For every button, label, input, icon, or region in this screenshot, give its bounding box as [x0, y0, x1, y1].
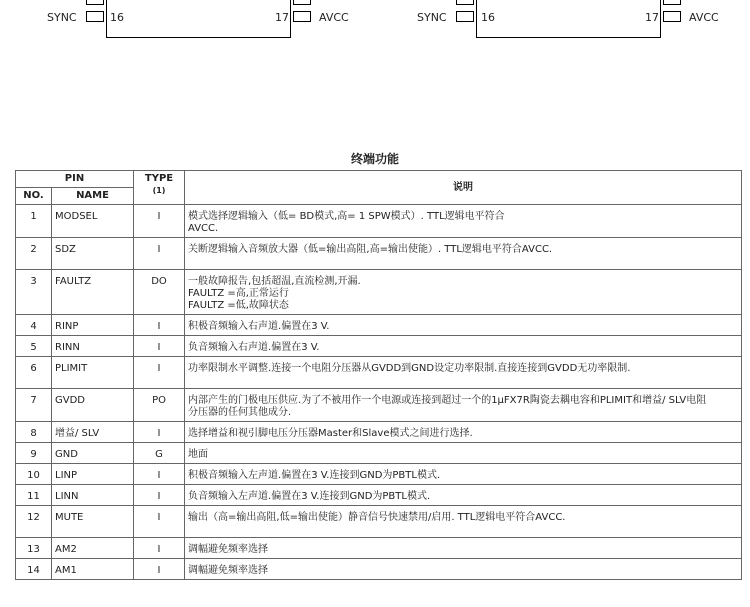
pin-stub	[293, 0, 311, 5]
description-line: 地面	[188, 449, 209, 460]
pin-label: SYNC	[47, 11, 77, 24]
pin-number-cell: 4	[16, 315, 52, 336]
pin-name-cell: FAULTZ	[52, 270, 134, 315]
pin-name-cell: AM1	[52, 559, 134, 580]
pin-name-cell: GND	[52, 443, 134, 464]
pin-type-cell: I	[134, 238, 185, 270]
pin-type-cell: G	[134, 443, 185, 464]
table-row	[16, 506, 742, 538]
pin-name-cell: MUTE	[52, 506, 134, 538]
pin-name-cell: AM2	[52, 538, 134, 559]
description-line: 功率限制水平调整.连接一个电阻分压器从GVDD到GND设定功率限制.直接连接到GVDD无功率限制.	[188, 363, 631, 374]
pin-description-cell	[185, 315, 742, 336]
pin-stub	[86, 0, 104, 5]
pin-number: 17	[275, 11, 289, 24]
description-line: FAULTZ =低,故障状态	[188, 300, 289, 311]
table-row	[16, 357, 742, 389]
pin-type-cell: I	[134, 485, 185, 506]
table-title: 终端功能	[350, 152, 399, 166]
pin-number-cell: 14	[16, 559, 52, 580]
pin-type-cell: I	[134, 422, 185, 443]
description-line: 输出（高=输出高阻,低=输出使能）静音信号快速禁用/启用. TTL逻辑电平符合AVCC.	[188, 512, 566, 523]
pin-number-cell: 3	[16, 270, 52, 315]
pin-description-cell	[185, 443, 742, 464]
pin-number-cell: 9	[16, 443, 52, 464]
ic-package-right	[476, 0, 661, 38]
pin-number-cell: 10	[16, 464, 52, 485]
header-type-note: (1)	[152, 186, 166, 196]
pin-label: SYNC	[417, 11, 447, 24]
terminal-functions-table	[15, 170, 742, 580]
header-name: NAME	[52, 188, 134, 205]
table-row	[16, 205, 742, 238]
table-row	[16, 238, 742, 270]
pin-box	[456, 11, 474, 22]
pin-number-cell: 8	[16, 422, 52, 443]
description-line: 选择增益和视引脚电压分压器Master和Slave模式之间进行选择.	[188, 428, 473, 439]
description-line: FAULTZ =高,正常运行	[188, 288, 289, 299]
header-pin: PIN	[16, 171, 134, 188]
pin-type-cell: PO	[134, 389, 185, 422]
pin-type-cell: I	[134, 205, 185, 238]
description-line: 积极音频输入左声道.偏置在3 V.连接到GND为PBTL模式.	[188, 470, 441, 481]
pin-name-cell: RINP	[52, 315, 134, 336]
pin-name-cell: 增益/ SLV	[52, 422, 134, 443]
table-row	[16, 485, 742, 506]
pin-description-cell	[185, 485, 742, 506]
pin-number-cell: 5	[16, 336, 52, 357]
table-row	[16, 464, 742, 485]
table-row	[16, 315, 742, 336]
pin-number-cell: 7	[16, 389, 52, 422]
pin-type-cell: I	[134, 538, 185, 559]
description-line: 内部产生的门极电压供应.为了不被用作一个电源或连接到超过一个的1μFX7R陶瓷去耦电容和PLIMIT和增益/ SLV电阻	[188, 395, 707, 406]
pin-description-cell	[185, 538, 742, 559]
pin-box	[663, 11, 681, 22]
pin-number-cell: 2	[16, 238, 52, 270]
pin-name-cell: MODSEL	[52, 205, 134, 238]
description-line: 积极音频输入右声道.偏置在3 V.	[188, 321, 330, 332]
description-line: 模式选择逻辑输入（低= BD模式,高= 1 SPW模式）. TTL逻辑电平符合	[188, 211, 505, 222]
header-no: NO.	[16, 188, 52, 205]
table-row	[16, 559, 742, 580]
pin-name-cell: RINN	[52, 336, 134, 357]
pin-name-cell: LINN	[52, 485, 134, 506]
description-line: 负音频输入右声道.偏置在3 V.	[188, 342, 320, 353]
description-line: 分压器的任何其他成分.	[188, 407, 292, 418]
pin-type-cell: DO	[134, 270, 185, 315]
pin-description-cell	[185, 422, 742, 443]
header-type	[134, 171, 185, 205]
pin-number-cell: 6	[16, 357, 52, 389]
pin-type-cell: I	[134, 506, 185, 538]
header-type-label: TYPE	[144, 173, 174, 185]
table-row	[16, 389, 742, 422]
pin-name-cell: LINP	[52, 464, 134, 485]
pin-box	[86, 11, 104, 22]
pin-type-cell: I	[134, 315, 185, 336]
pin-number: 16	[110, 11, 124, 24]
pin-number: 17	[645, 11, 659, 24]
pin-description-cell	[185, 270, 742, 315]
pin-label: AVCC	[689, 11, 719, 24]
pin-label: AVCC	[319, 11, 349, 24]
pin-type-cell: I	[134, 559, 185, 580]
pin-type-cell: I	[134, 357, 185, 389]
pin-type-cell: I	[134, 464, 185, 485]
description-line: AVCC.	[188, 223, 219, 234]
pin-name-cell: PLIMIT	[52, 357, 134, 389]
pin-number-cell: 13	[16, 538, 52, 559]
table-row	[16, 538, 742, 559]
pin-box	[293, 11, 311, 22]
table-row	[16, 422, 742, 443]
pin-name-cell: GVDD	[52, 389, 134, 422]
description-line: 调幅避免频率选择	[188, 544, 269, 555]
pin-name-cell: SDZ	[52, 238, 134, 270]
table-row	[16, 336, 742, 357]
pin-stub	[663, 0, 681, 5]
table-row	[16, 443, 742, 464]
pin-number: 16	[481, 11, 495, 24]
pin-description-cell	[185, 464, 742, 485]
ic-package-left	[106, 0, 291, 38]
description-line: 关断逻辑输入音频放大器（低=输出高阻,高=输出使能）. TTL逻辑电平符合AVCC.	[188, 244, 553, 255]
table-row	[16, 270, 742, 315]
pin-description-cell	[185, 389, 742, 422]
pin-description-cell	[185, 559, 742, 580]
pin-number-cell: 1	[16, 205, 52, 238]
description-line: 调幅避免频率选择	[188, 565, 269, 576]
pin-number-cell: 11	[16, 485, 52, 506]
pin-number-cell: 12	[16, 506, 52, 538]
pin-description-cell	[185, 205, 742, 238]
pin-stub	[456, 0, 474, 5]
pin-description-cell	[185, 336, 742, 357]
pin-description-cell	[185, 506, 742, 538]
pin-type-cell: I	[134, 336, 185, 357]
description-line: 负音频输入左声道.偏置在3 V.连接到GND为PBTL模式.	[188, 491, 431, 502]
description-line: 一般故障报告,包括超温,直流检测,开漏.	[188, 276, 361, 287]
pin-description-cell	[185, 357, 742, 389]
pin-description-cell	[185, 238, 742, 270]
header-description: 说明	[185, 171, 742, 205]
